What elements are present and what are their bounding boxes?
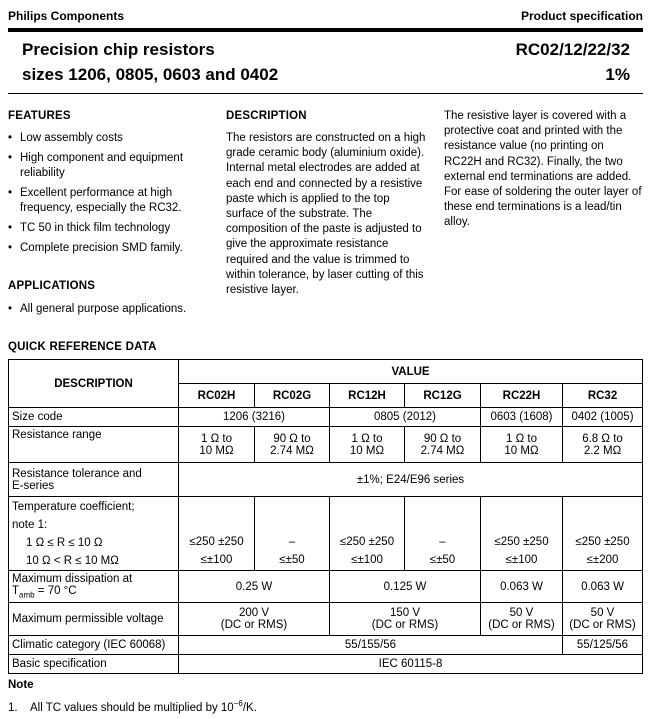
cell-line: (DC or RMS) <box>488 619 555 631</box>
header-rule <box>8 28 643 32</box>
title-rule <box>8 93 643 94</box>
description-para-2: The resistive layer is covered with a protective coat and printed with the resistance value (no printing on RC22H and RC32). Finally, the two external end terminations are added. For ease of soldering the outer layer of these end terminations is a lead/tin alloy. <box>444 110 642 229</box>
table-row <box>9 408 643 427</box>
row-label: Basic specification <box>9 655 179 674</box>
table-row <box>9 427 643 463</box>
table-cell: 1206 (3216) <box>179 408 330 427</box>
title-tolerance: 1% <box>605 65 630 84</box>
cell-line: 200 V <box>238 607 270 619</box>
type-header: RC02H <box>179 384 255 408</box>
row-label-line: 1 Ω ≤ R ≤ 10 Ω <box>26 537 103 549</box>
table-row <box>9 636 643 655</box>
cell-line: 10 MΩ <box>504 444 539 457</box>
quick-reference-table <box>8 359 643 674</box>
cell-line: 10 MΩ <box>349 444 385 457</box>
list-item: • Complete precision SMD family. <box>8 241 208 256</box>
col-header-description: DESCRIPTION <box>9 360 179 408</box>
table-cell: 0.063 W <box>481 571 563 603</box>
cell-line: ≤250 ±250 <box>339 536 395 548</box>
table-cell <box>255 427 330 463</box>
table-cell <box>563 603 643 636</box>
row-label-line: T <box>12 585 20 598</box>
row-label: Maximum permissible voltage <box>9 603 179 636</box>
type-header: RC12G <box>405 384 481 408</box>
title-line1: Precision chip resistors <box>22 40 215 59</box>
cell-line: 50 V <box>590 607 615 619</box>
cell-line: (DC or RMS) <box>569 619 636 631</box>
features-heading: FEATURES <box>8 110 71 122</box>
description-para-1: The resistors are constructed on a high grade ceramic body (aluminium oxide). Internal metal electrodes are added at each end and connected by a resistive paste which is applied to the top surface of the substrate. The composition of the paste is adjusted to give the approximate resistance required and the value is trimmed to within tolerance, by laser cutting of this resistive layer. <box>226 132 426 297</box>
description-heading: DESCRIPTION <box>226 110 307 122</box>
note-heading: Note <box>8 679 34 691</box>
cell-line: ≤250 ±250 <box>575 536 630 548</box>
table-cell: 55/155/56 <box>179 636 563 655</box>
row-label-line: 10 Ω < R ≤ 10 MΩ <box>26 555 119 567</box>
table-cell <box>405 497 481 571</box>
cell-line: 50 V <box>509 607 534 619</box>
cell-line: (DC or RMS) <box>220 619 288 631</box>
table-cell <box>179 497 255 571</box>
table-cell <box>481 427 563 463</box>
cell-line: 2.2 MΩ <box>583 444 622 457</box>
cell-line: 1 Ω to <box>351 432 383 445</box>
cell-line: ≤±100 <box>200 554 233 566</box>
cell-line: 150 V <box>389 607 421 619</box>
table-cell: 0805 (2012) <box>330 408 481 427</box>
applications-heading: APPLICATIONS <box>8 280 96 292</box>
type-header: RC12H <box>330 384 405 408</box>
row-label-line: note 1: <box>12 519 48 531</box>
row-label-line: Maximum dissipation at <box>12 573 133 586</box>
row-label <box>9 497 179 571</box>
row-label-sub: amb <box>19 590 35 600</box>
qrd-heading: QUICK REFERENCE DATA <box>8 341 157 353</box>
row-label: Resistance range <box>9 427 179 463</box>
features-list <box>8 131 208 261</box>
cell-line: 2.74 MΩ <box>270 444 314 457</box>
table-cell: ±1%; E24/E96 series <box>179 463 643 497</box>
col-header-value: VALUE <box>179 360 643 384</box>
table-cell <box>179 603 330 636</box>
cell-line: ≤250 ±250 <box>189 536 244 548</box>
note-exponent: −6 <box>233 699 243 708</box>
table-cell: 0.25 W <box>179 571 330 603</box>
table-cell: 0603 (1608) <box>481 408 563 427</box>
cell-line: 6.8 Ω to <box>582 432 623 445</box>
table-cell <box>481 603 563 636</box>
cell-line: ≤250 ±250 <box>494 536 549 548</box>
header-company: Philips Components <box>8 9 125 23</box>
table-cell <box>330 603 481 636</box>
table-row <box>9 571 643 603</box>
note-number: 1. <box>8 701 18 714</box>
type-header: RC32 <box>563 384 643 408</box>
type-header: RC02G <box>255 384 330 408</box>
cell-line: ≤±50 <box>429 554 456 566</box>
list-item: • High component and equipment reliability <box>8 151 208 181</box>
table-row <box>9 655 643 674</box>
list-item: • All general purpose applications. <box>8 302 208 317</box>
cell-line: ≤±100 <box>505 554 538 566</box>
note-body-end: /K. <box>242 701 257 714</box>
row-label <box>9 571 179 603</box>
cell-line: ≤±50 <box>279 554 305 566</box>
row-label: Size code <box>9 408 179 427</box>
list-item: • Low assembly costs <box>8 131 208 146</box>
title-code: RC02/12/22/32 <box>515 40 630 59</box>
note-body: All TC values should be multiplied by 10 <box>30 701 234 714</box>
row-label-line: Resistance tolerance and <box>12 467 142 480</box>
cell-line: ≤±100 <box>351 554 383 566</box>
note-text <box>8 699 257 714</box>
type-header: RC22H <box>481 384 563 408</box>
table-cell <box>405 427 481 463</box>
applications-list <box>8 302 208 322</box>
table-row <box>9 463 643 497</box>
table-cell: IEC 60115-8 <box>179 655 643 674</box>
row-label-line: = 70 °C <box>34 585 77 598</box>
cell-line: 1 Ω to <box>506 432 537 445</box>
table-cell: 0402 (1005) <box>563 408 643 427</box>
cell-line: 2.74 MΩ <box>420 444 465 457</box>
table-cell <box>563 497 643 571</box>
table-cell: 0.063 W <box>563 571 643 603</box>
row-label: Climatic category (IEC 60068) <box>9 636 179 655</box>
row-label-line: E-series <box>12 479 55 492</box>
table-cell <box>481 497 563 571</box>
table-cell <box>179 427 255 463</box>
list-item: • Excellent performance at high frequency, especially the RC32. <box>8 186 208 216</box>
row-label-line: Temperature coefficient; <box>12 501 135 513</box>
row-label <box>9 463 179 497</box>
header-doc-type: Product specification <box>520 9 643 23</box>
table-cell: 0.125 W <box>330 571 481 603</box>
table-cell: 55/125/56 <box>563 636 643 655</box>
table-cell <box>330 427 405 463</box>
table-cell <box>563 427 643 463</box>
table-row <box>9 497 643 571</box>
cell-line: 90 Ω to <box>423 432 462 445</box>
cell-line: 90 Ω to <box>273 432 311 445</box>
cell-line: – <box>288 536 296 548</box>
cell-line: (DC or RMS) <box>371 619 439 631</box>
cell-line: 1 Ω to <box>201 432 232 445</box>
cell-line: – <box>439 536 446 548</box>
cell-line: ≤±200 <box>586 554 619 566</box>
table-cell <box>255 497 330 571</box>
cell-line: 10 MΩ <box>199 444 234 457</box>
list-item: • TC 50 in thick film technology <box>8 221 208 236</box>
table-cell <box>330 497 405 571</box>
table-row <box>9 603 643 636</box>
title-line2: sizes 1206, 0805, 0603 and 0402 <box>22 65 279 84</box>
